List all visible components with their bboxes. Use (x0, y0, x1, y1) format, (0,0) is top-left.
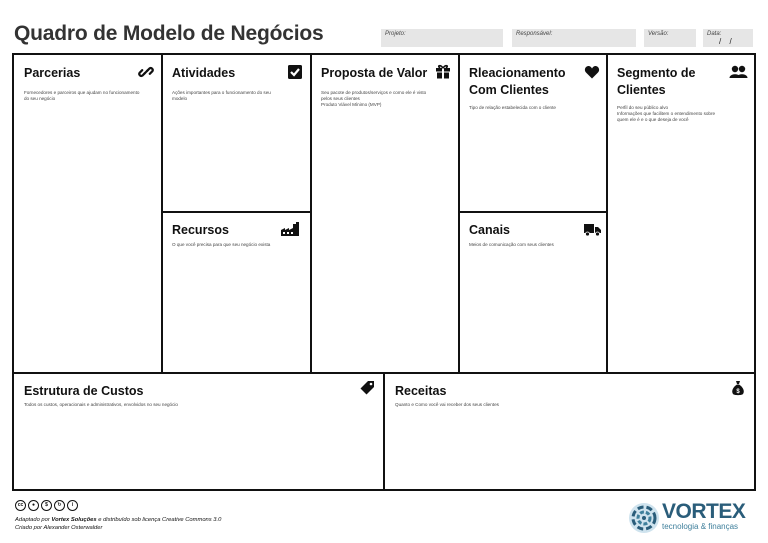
block-canais[interactable] (459, 212, 606, 372)
link-icon (138, 64, 154, 80)
factory-icon (280, 221, 302, 237)
gift-icon (435, 63, 451, 79)
logo-tagline: tecnologia & finanças (662, 522, 739, 531)
block-description: Quanto e Como você vai receber dos seus clientes (395, 402, 499, 407)
footer-credits: Adaptado por Vortex Soluções e distribuído sob licença Creative Commons 3.0 Criado por Alexander Osterwalder (15, 517, 222, 531)
block-atividades[interactable] (162, 55, 310, 211)
version-label: Versão: (648, 31, 669, 37)
block-description: Todos os custos, operacionais e administrativos, envolvidos no seu negócio (24, 402, 178, 407)
block-title: Recursos (172, 223, 229, 237)
block-receitas[interactable] (385, 373, 754, 491)
price-tag-icon (359, 380, 375, 396)
block-description: Perfil do seu público alvo Informações que facilitem o entendimento sobre quem ele é e o que deseja de você (617, 105, 716, 122)
block-description: Tipo de relação estabelecida com o cliente (469, 105, 556, 110)
block-description: Seu pacote de produtos/serviços e como ele é visto pelos seus clientes Produto Viável Mínimo (MVP) (321, 90, 427, 107)
checkbox-icon (287, 64, 303, 80)
version-field[interactable] (644, 29, 696, 47)
block-title: Parcerias (24, 66, 81, 80)
svg-text:$: $ (736, 389, 740, 395)
block-title: Atividades (172, 66, 236, 80)
business-model-canvas (12, 53, 756, 491)
block-proposta-valor[interactable] (311, 55, 458, 372)
block-description: Ações importantes para o funcionamento do seu modelo (172, 90, 271, 101)
block-relacionamento[interactable] (459, 55, 606, 211)
project-field[interactable] (381, 29, 503, 47)
block-title: Canais (469, 223, 510, 237)
block-parcerias[interactable] (14, 55, 161, 372)
cc-icon: cc (15, 500, 26, 511)
block-recursos[interactable] (162, 212, 310, 372)
date-field[interactable] (703, 29, 753, 47)
block-description: O que você precisa para que seu negócio exista (172, 242, 271, 247)
responsible-label: Responsável: (516, 31, 553, 37)
money-bag-icon (730, 380, 746, 396)
logo-name: VORTEX (662, 500, 746, 523)
block-title: Estrutura de Custos (24, 384, 144, 398)
page-title: Quadro de Modelo de Negócios (14, 22, 324, 45)
users-icon (729, 64, 748, 80)
block-description: Meios de comunicação com seus clientes (469, 242, 554, 247)
date-label: Data: (707, 31, 722, 37)
by-icon: ● (28, 500, 39, 511)
block-title: Segmento de Clientes (617, 66, 696, 97)
project-label: Projeto: (385, 31, 406, 37)
block-title: Rleacionamento Com Clientes (469, 66, 566, 97)
license-badges (15, 500, 78, 511)
block-title: Receitas (395, 384, 447, 398)
responsible-field[interactable] (512, 29, 636, 47)
block-description: Fornecedores e parceiros que ajudam no funcionamento do seu negócio (24, 90, 140, 101)
vortex-swirl-icon (628, 502, 660, 534)
vortex-logo (628, 500, 758, 536)
heart-icon (584, 64, 600, 80)
block-title: Proposta de Valor (321, 66, 428, 80)
nc-icon: $ (41, 500, 52, 511)
block-estrutura-custos[interactable] (14, 373, 383, 491)
truck-icon (583, 221, 602, 237)
sa-icon: ↻ (54, 500, 65, 511)
info-icon: i (67, 500, 78, 511)
date-value: / / (719, 37, 735, 46)
block-segmento-clientes[interactable] (607, 55, 754, 372)
